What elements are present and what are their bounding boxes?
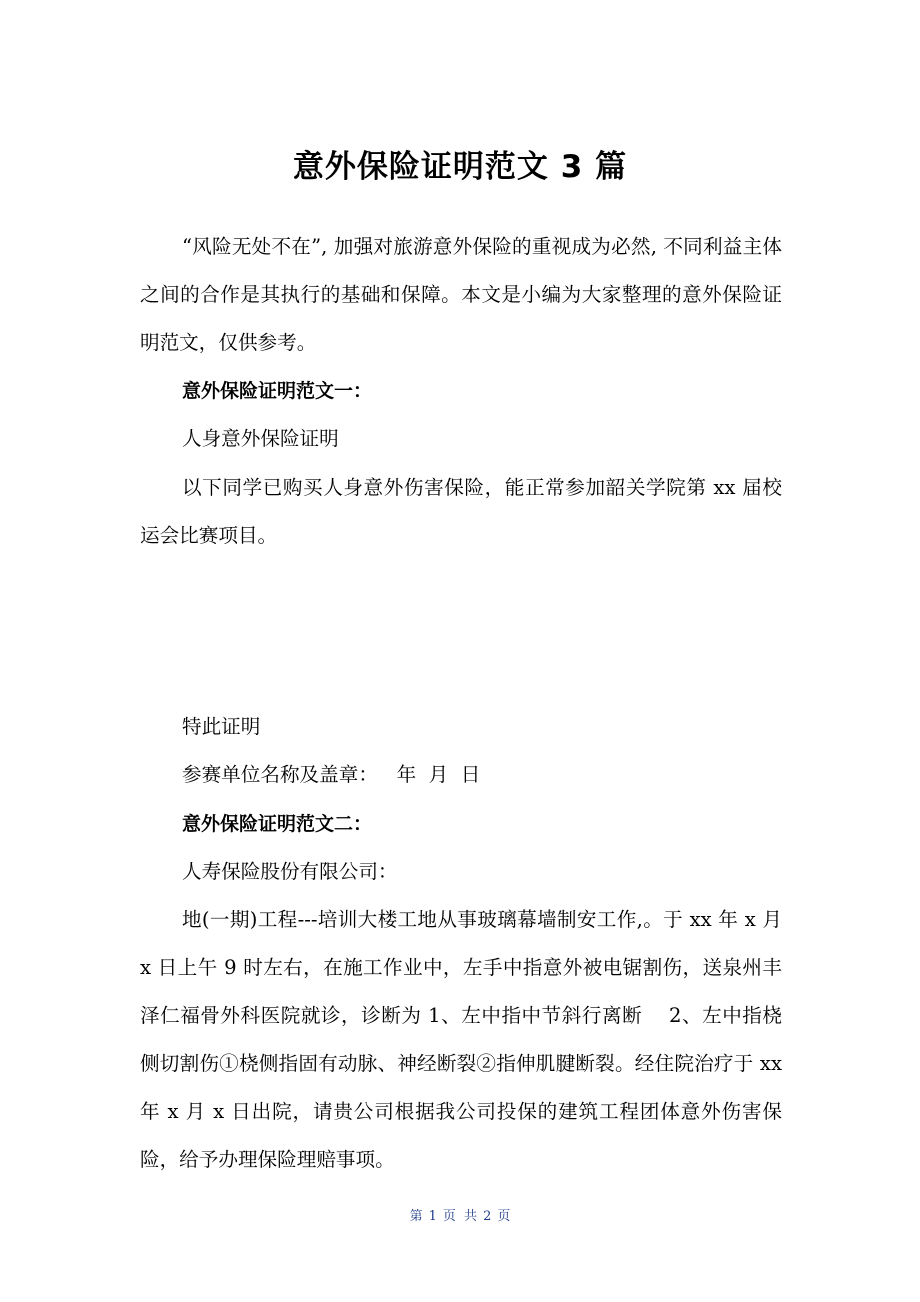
section-2-paragraph: 地(一期)工程---培训大楼工地从事玻璃幕墙制安工作,。于 xx 年 x 月 x 日上午 9 时左右，在施工作业中，左手中指意外被电锯割伤，送泉州丰泽仁福骨外科医院就诊，诊断为 1、左中指中节斜行离断 2、左中指桡侧切割伤①桡侧指固有动脉、神经断裂②指伸肌腱断裂。经住院治疗于 xx 年 x 月 x 日出院，请贵公司根据我公司投保的建筑工程团体意外伤害保险，给予办理保险理赔事项。 [140, 908, 782, 1171]
footer-middle: 页 共 [442, 1209, 478, 1224]
footer-prefix: 第 [409, 1209, 423, 1224]
footer-suffix: 页 [497, 1209, 511, 1224]
section-1-paragraph: 以下同学已购买人身意外伤害保险，能正常参加韶关学院第 xx 届校运会比赛项目。 [140, 476, 782, 547]
section-1-signature: 参赛单位名称及盖章： 年 月 日 [182, 763, 481, 786]
page-footer [0, 1205, 920, 1229]
section-1-subtitle: 人身意外保险证明 [182, 427, 339, 450]
footer-total-pages: 2 [483, 1209, 492, 1224]
section-1-heading: 意外保险证明范文一： [182, 380, 373, 402]
section-1-closing: 特此证明 [182, 715, 261, 738]
intro-paragraph: “风险无处不在”, 加强对旅游意外保险的重视成为必然, 不同利益主体之间的合作是其执行的基础和保障。本文是小编为大家整理的意外保险证明范文，仅供参考。 [140, 235, 782, 354]
section-2-heading: 意外保险证明范文二： [182, 813, 373, 835]
document-title: 意外保险证明范文 3 篇 [292, 149, 628, 185]
section-2-addressee: 人寿保险股份有限公司： [182, 860, 398, 883]
footer-current-page: 1 [428, 1209, 437, 1224]
